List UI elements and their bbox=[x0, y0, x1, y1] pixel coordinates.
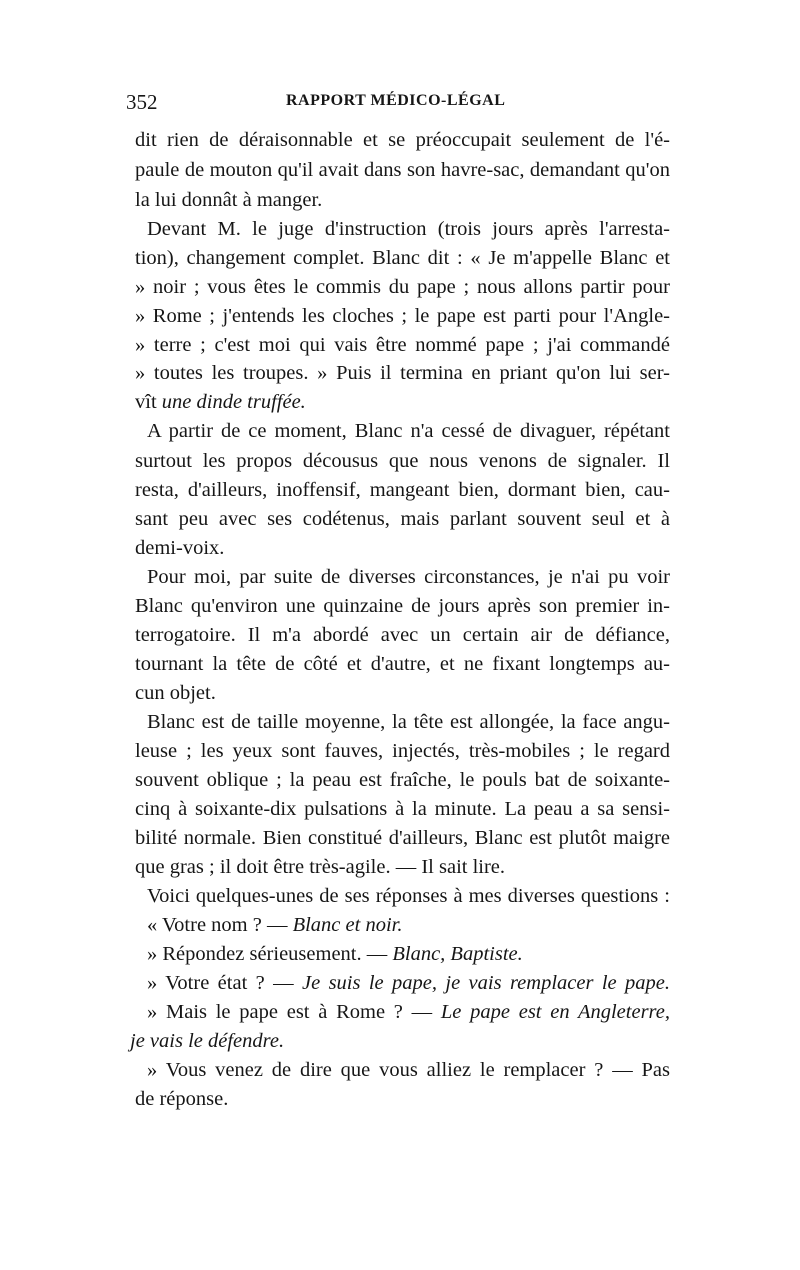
text-line: paule de mouton qu'il avait dans son havre-sac, demandant qu'on bbox=[135, 159, 670, 181]
text-line: » terre ; c'est moi qui vais être nommé pape ; j'ai commandé bbox=[135, 334, 670, 356]
text-line: Voici quelques-unes de ses réponses à mes diverses questions : bbox=[147, 885, 670, 907]
text-line: la lui donnât à manger. bbox=[135, 189, 323, 211]
text-line: A partir de ce moment, Blanc n'a cessé de divaguer, répétant bbox=[147, 420, 670, 442]
text-line: » Vous venez de dire que vous alliez le remplacer ? — Pas bbox=[147, 1059, 670, 1081]
text-line: Pour moi, par suite de diverses circonstances, je n'ai pu voir bbox=[147, 566, 670, 588]
text-line: tion), changement complet. Blanc dit : « Je m'appelle Blanc et bbox=[135, 247, 670, 269]
text-line: Devant M. le juge d'instruction (trois jours après l'arresta- bbox=[147, 218, 670, 240]
text-line: de réponse. bbox=[135, 1088, 229, 1110]
text-line: vît une dinde truffée. bbox=[135, 391, 306, 413]
text-line: que gras ; il doit être très-agile. — Il sait lire. bbox=[135, 856, 506, 878]
text-line: » Votre état ? — Je suis le pape, je vais remplacer le pape. bbox=[147, 972, 670, 994]
page-number: 352 bbox=[126, 90, 158, 114]
text-line: » noir ; vous êtes le commis du pape ; nous allons partir pour bbox=[135, 276, 670, 298]
text-line: demi-voix. bbox=[135, 537, 225, 559]
text-line: » Rome ; j'entends les cloches ; le pape est parti pour l'Angle- bbox=[135, 305, 670, 327]
text-line: sant peu avec ses codétenus, mais parlant souvent seul et à bbox=[135, 508, 670, 530]
text-line: bilité normale. Bien constitué d'ailleurs, Blanc est plutôt maigre bbox=[135, 827, 670, 849]
page-header bbox=[126, 90, 671, 120]
text-line: resta, d'ailleurs, inoffensif, mangeant bien, dormant bien, cau- bbox=[135, 479, 670, 501]
text-line: » Mais le pape est à Rome ? — Le pape est en Angleterre, bbox=[147, 1001, 670, 1023]
text-line: Blanc qu'environ une quinzaine de jours après son premier in- bbox=[135, 595, 670, 617]
text-line: » toutes les troupes. » Puis il termina en priant qu'on lui ser- bbox=[135, 362, 670, 384]
text-line: terrogatoire. Il m'a abordé avec un certain air de défiance, bbox=[135, 624, 670, 646]
text-line: surtout les propos décousus que nous venons de signaler. Il bbox=[135, 450, 670, 472]
text-line: tournant la tête de côté et d'autre, et ne fixant longtemps au- bbox=[135, 653, 670, 675]
text-line: je vais le défendre. bbox=[130, 1030, 285, 1052]
text-line: Blanc est de taille moyenne, la tête est allongée, la face angu- bbox=[147, 711, 670, 733]
text-line: dit rien de déraisonnable et se préoccupait seulement de l'é- bbox=[135, 129, 670, 151]
text-line: « Votre nom ? — Blanc et noir. bbox=[147, 914, 403, 936]
running-title: RAPPORT MÉDICO-LÉGAL bbox=[286, 92, 506, 109]
text-line: cun objet. bbox=[135, 682, 216, 704]
text-line: souvent oblique ; la peau est fraîche, le pouls bat de soixante- bbox=[135, 769, 670, 791]
text-line: cinq à soixante-dix pulsations à la minute. La peau a sa sensi- bbox=[135, 798, 670, 820]
text-line: » Répondez sérieusement. — Blanc, Baptiste. bbox=[147, 943, 523, 965]
text-line: leuse ; les yeux sont fauves, injectés, très-mobiles ; le regard bbox=[135, 740, 670, 762]
